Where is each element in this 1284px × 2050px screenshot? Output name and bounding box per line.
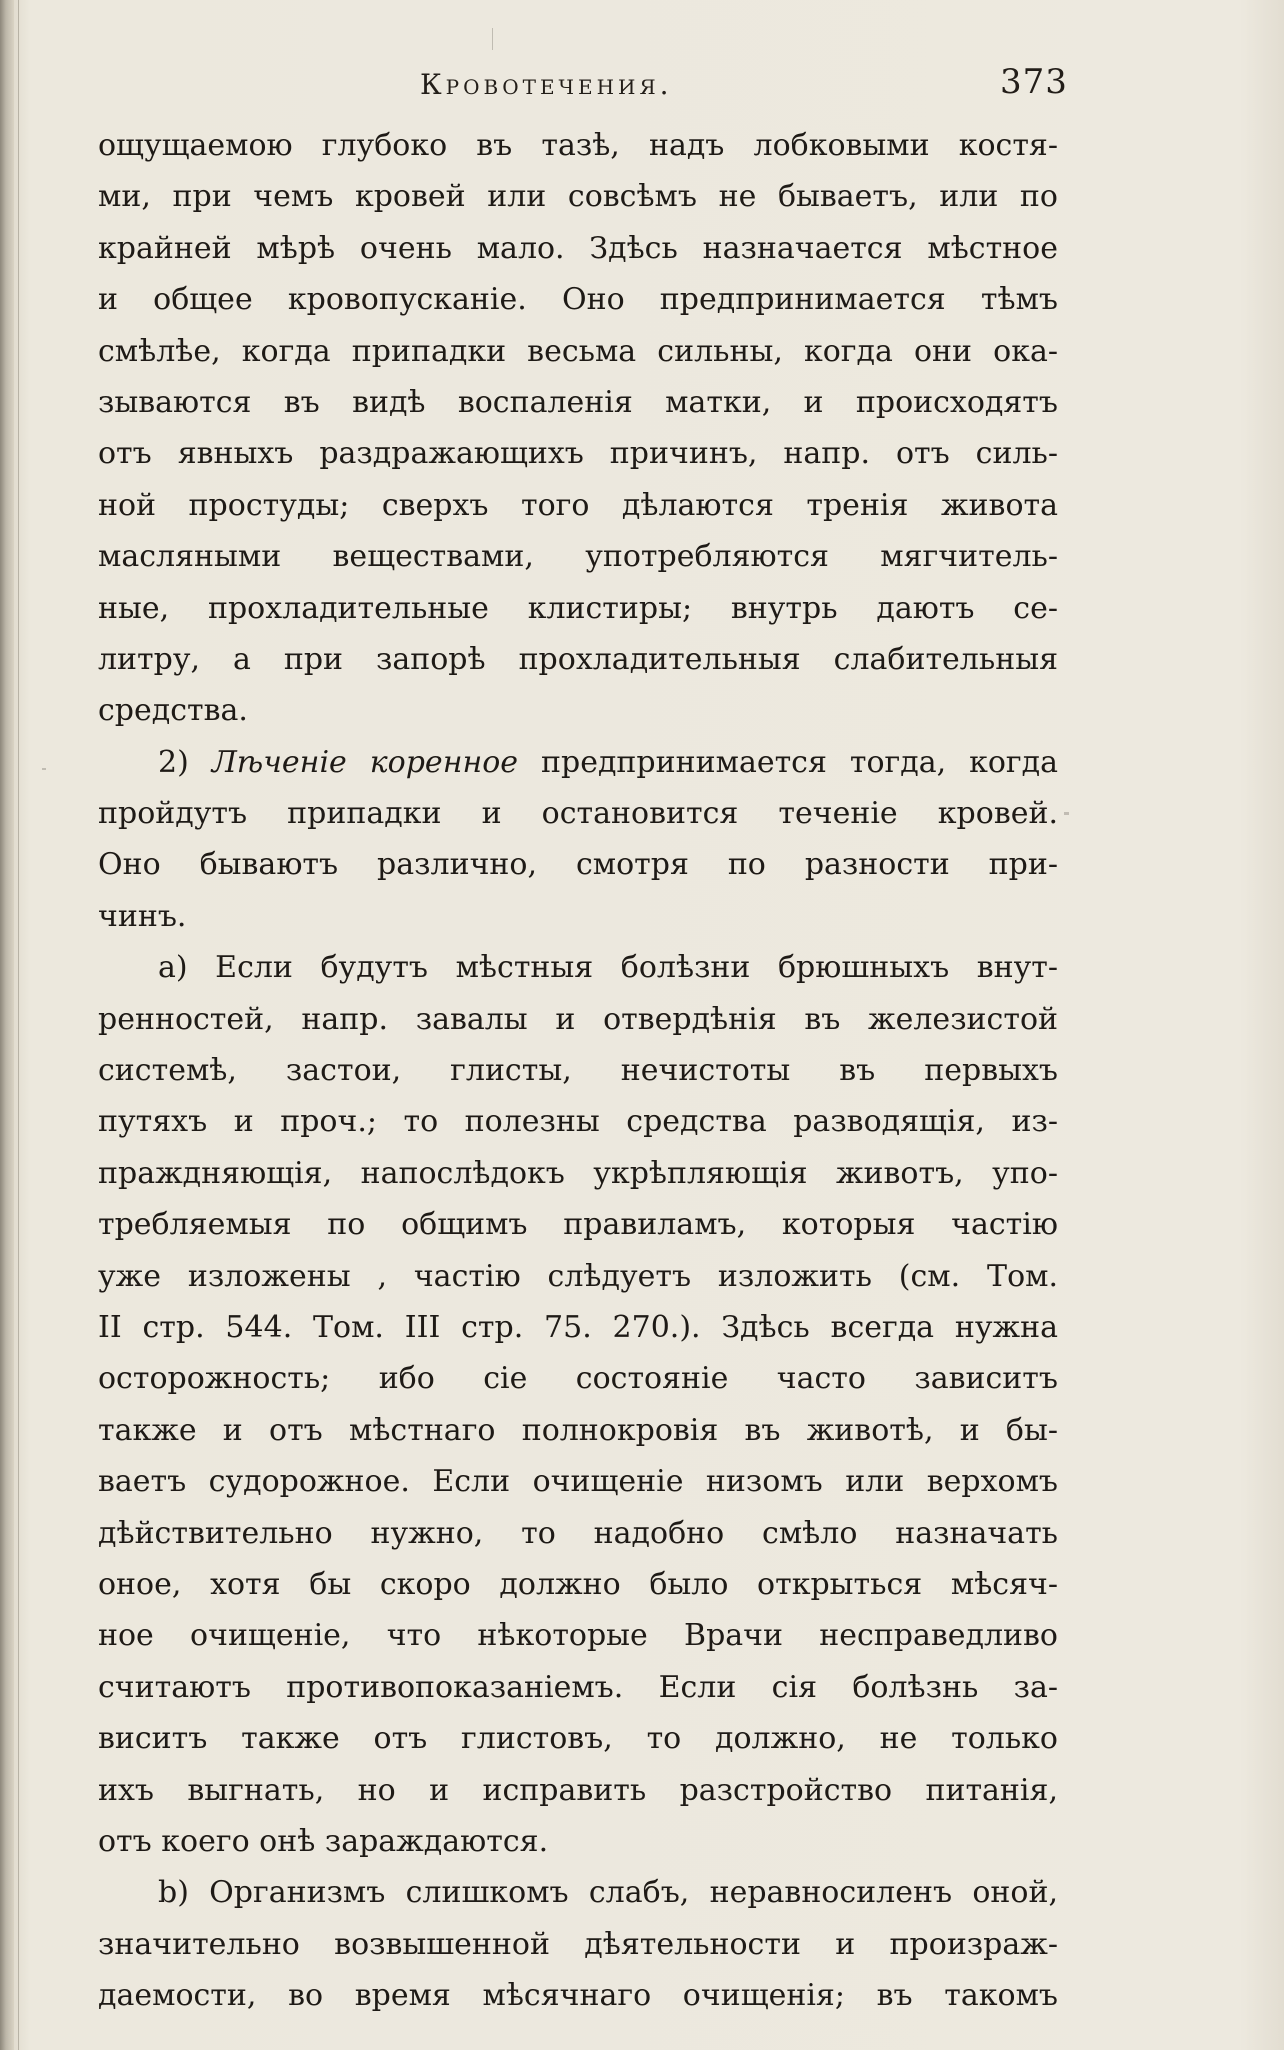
italic-lead: Лѣченіе коренное: [211, 744, 519, 780]
text-line: требляемыя по общимъ правиламъ, которыя частію: [98, 1207, 1058, 1243]
text-line: праждняющія, напослѣдокъ укрѣпляющія животъ, упо-: [98, 1155, 1058, 1191]
text-line: ваетъ судорожное. Если очищеніе низомъ или верхомъ: [98, 1464, 1058, 1500]
text-line: a) Если будутъ мѣстныя болѣзни брюшныхъ внут-: [158, 950, 1058, 986]
text-line: считаютъ противопоказаніемъ. Если сія болѣзнь за-: [98, 1669, 1058, 1705]
running-head: [0, 62, 1284, 112]
text-line: оное, хотя бы скоро должно было открыться мѣсяч-: [98, 1566, 1058, 1602]
text-line: чинъ.: [98, 898, 187, 934]
text-line: виситъ также отъ глистовъ, то должно, не только: [98, 1721, 1058, 1757]
text-line: литру, а при запорѣ прохладительныя слабительныя: [98, 641, 1058, 677]
text-line: масляными веществами, употребляются мягчитель-: [98, 539, 1058, 575]
text-line: ренностей, напр. завалы и отвердѣнія въ железистой: [98, 1001, 1058, 1037]
text-line: средства.: [98, 693, 248, 729]
text-line: дѣйствительно нужно, то надобно смѣло назначать: [98, 1515, 1058, 1551]
text-line: крайней мѣрѣ очень мало. Здѣсь назначается мѣстное: [98, 230, 1058, 266]
text-line: ное очищеніе, что нѣкоторые Врачи несправедливо: [98, 1618, 1058, 1654]
text-line: отъ явныхъ раздражающихъ причинъ, напр. отъ силь-: [98, 436, 1058, 472]
text-line: Оно бываютъ различно, смотря по разности при-: [98, 847, 1058, 883]
paragraph-number: 2): [158, 744, 189, 780]
text-fragment: предпринимается тогда, когда: [541, 744, 1058, 780]
scan-speck: [42, 768, 46, 770]
scan-speck: [492, 28, 493, 50]
scan-speck: [1064, 812, 1069, 815]
text-line: ми, при чемъ кровей или совсѣмъ не бываетъ, или по: [98, 179, 1058, 215]
text-line: осторожность; ибо сіе состояніе часто зависитъ: [98, 1361, 1058, 1397]
text-line: даемости, во время мѣсячнаго очищенія; въ такомъ: [98, 1978, 1058, 2014]
text-line: системѣ, застои, глисты, нечистоты въ первыхъ: [98, 1053, 1058, 1089]
text-line: уже изложены , частію слѣдуетъ изложить (см. Том.: [98, 1258, 1058, 1294]
text-line: также и отъ мѣстнаго полнокровія въ животѣ, и бы-: [98, 1412, 1058, 1448]
text-line: II стр. 544. Том. III стр. 75. 270.). Здѣсь всегда нужна: [98, 1309, 1058, 1345]
binding-edge: [0, 0, 14, 2050]
text-line: пройдутъ припадки и остановится теченіе кровей.: [98, 796, 1058, 832]
text-line: смѣлѣе, когда припадки весьма сильны, когда они ока-: [98, 333, 1058, 369]
page-number: 373: [1000, 62, 1068, 102]
text-line: отъ коего онѣ зараждаются.: [98, 1823, 549, 1859]
body-text: [98, 120, 1058, 2021]
text-line: значительно возвышенной дѣятельности и произраж-: [98, 1926, 1058, 1962]
text-line: и общее кровопусканіе. Оно предпринимается тѣмъ: [98, 282, 1058, 318]
running-title: Кровотечения.: [420, 68, 673, 101]
text-line: зываются въ видѣ воспаленія матки, и происходятъ: [98, 384, 1058, 420]
text-line: ощущаемою глубоко въ тазѣ, надъ лобковыми костя-: [98, 128, 1058, 163]
text-line: путяхъ и проч.; то полезны средства разводящія, из-: [98, 1104, 1058, 1140]
text-line: ной простуды; сверхъ того дѣлаются тренія живота: [98, 487, 1058, 523]
paragraph-2-first-line: [98, 737, 1058, 788]
text-line: b) Организмъ слишкомъ слабъ, неравносиленъ оной,: [158, 1875, 1058, 1911]
text-line: ихъ выгнать, но и исправить разстройство питанія,: [98, 1772, 1058, 1808]
spine-line: [18, 0, 19, 2050]
text-line: ные, прохладительные клистиры; внутрь даютъ се-: [98, 590, 1058, 626]
